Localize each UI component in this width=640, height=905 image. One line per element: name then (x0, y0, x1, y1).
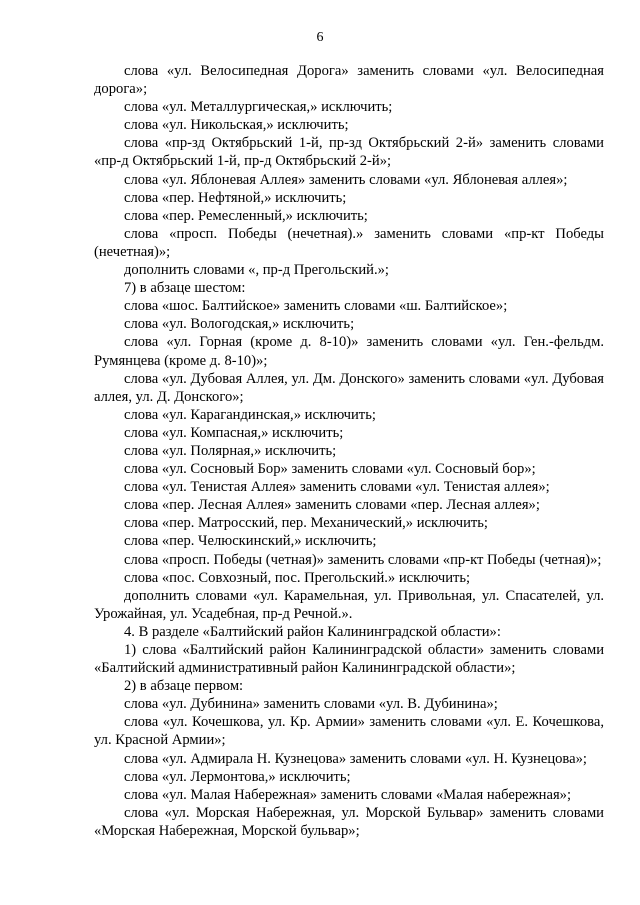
paragraph: слова «просп. Победы (четная)» заменить словами «пр-кт Победы (четная)»; (124, 551, 602, 568)
page-number: 6 (316, 30, 324, 45)
paragraph: 1) слова «Балтийский район Калининградской области» заменить словами «Балтийский административный район Калининградской области»; (94, 642, 604, 677)
paragraph: слова «шос. Балтийское» заменить словами «ш. Балтийское»; (124, 298, 508, 315)
paragraph: слова «ул. Дубовая Аллея, ул. Дм. Донского» заменить словами «ул. Дубовая аллея, ул. Д. Донского»; (94, 370, 604, 405)
paragraph: слова «ул. Никольская,» исключить; (124, 117, 349, 134)
paragraph: дополнить словами «ул. Карамельная, ул. Привольная, ул. Спасателей, ул. Урожайная, ул. Усадебная, пр-д Речной.». (94, 587, 604, 622)
paragraph: слова «ул. Кочешкова, ул. Кр. Армии» заменить словами «ул. Е. Кочешкова, ул. Красной Армии»; (94, 714, 604, 749)
paragraph: слова «пр-зд Октябрьский 1-й, пр-зд Октябрьский 2-й» заменить словами «пр-д Октябрьский 1-й, пр-д Октябрьский 2-й»; (94, 135, 604, 170)
paragraph: слова «пер. Ремесленный,» исключить; (124, 207, 368, 224)
paragraph: слова «ул. Вологодская,» исключить; (124, 316, 355, 333)
paragraph: слова «ул. Морская Набережная, ул. Морской Бульвар» заменить словами «Морская Набережная, Морской бульвар»; (94, 804, 604, 839)
paragraph: слова «ул. Адмирала Н. Кузнецова» заменить словами «ул. Н. Кузнецова»; (124, 750, 587, 767)
paragraph: слова «ул. Сосновый Бор» заменить словами «ул. Сосновый бор»; (124, 461, 536, 478)
paragraph: слова «ул. Велосипедная Дорога» заменить словами «ул. Велосипедная дорога»; (94, 63, 604, 98)
section-item-heading: 2) в абзаце первом: (124, 678, 244, 695)
paragraph: слова «пер. Матросский, пер. Механический,» исключить; (124, 515, 488, 532)
paragraph: слова «ул. Горная (кроме д. 8-10)» заменить словами «ул. Ген.-фельдм. Румянцева (кроме д. 8-10)»; (94, 334, 604, 369)
section-item-heading: 7) в абзаце шестом: (124, 280, 246, 297)
paragraph: слова «ул. Металлургическая,» исключить; (124, 99, 393, 116)
paragraph: слова «пер. Лесная Аллея» заменить словами «пер. Лесная аллея»; (124, 497, 540, 514)
paragraph: слова «ул. Тенистая Аллея» заменить словами «ул. Тенистая аллея»; (124, 479, 550, 496)
paragraph: слова «пос. Совхозный, пос. Прегольский.» исключить; (124, 569, 471, 586)
paragraph: дополнить словами «, пр-д Прегольский.»; (124, 262, 389, 279)
paragraph: слова «пер. Нефтяной,» исключить; (124, 189, 347, 206)
paragraph: слова «ул. Дубинина» заменить словами «ул. В. Дубинина»; (124, 696, 498, 713)
paragraph: слова «ул. Яблоневая Аллея» заменить словами «ул. Яблоневая аллея»; (124, 171, 568, 188)
paragraph: слова «пер. Челюскинский,» исключить; (124, 533, 377, 550)
paragraph: слова «ул. Полярная,» исключить; (124, 442, 337, 459)
document-body (94, 62, 604, 840)
paragraph: слова «ул. Карагандинская,» исключить; (124, 406, 376, 423)
paragraph: слова «ул. Компасная,» исключить; (124, 424, 344, 441)
paragraph: слова «ул. Лермонтова,» исключить; (124, 768, 351, 785)
paragraph: слова «просп. Победы (нечетная).» заменить словами «пр-кт Победы (нечетная)»; (94, 225, 604, 260)
paragraph: слова «ул. Малая Набережная» заменить словами «Малая набережная»; (124, 786, 572, 803)
section-heading: 4. В разделе «Балтийский район Калининградской области»: (124, 623, 501, 640)
